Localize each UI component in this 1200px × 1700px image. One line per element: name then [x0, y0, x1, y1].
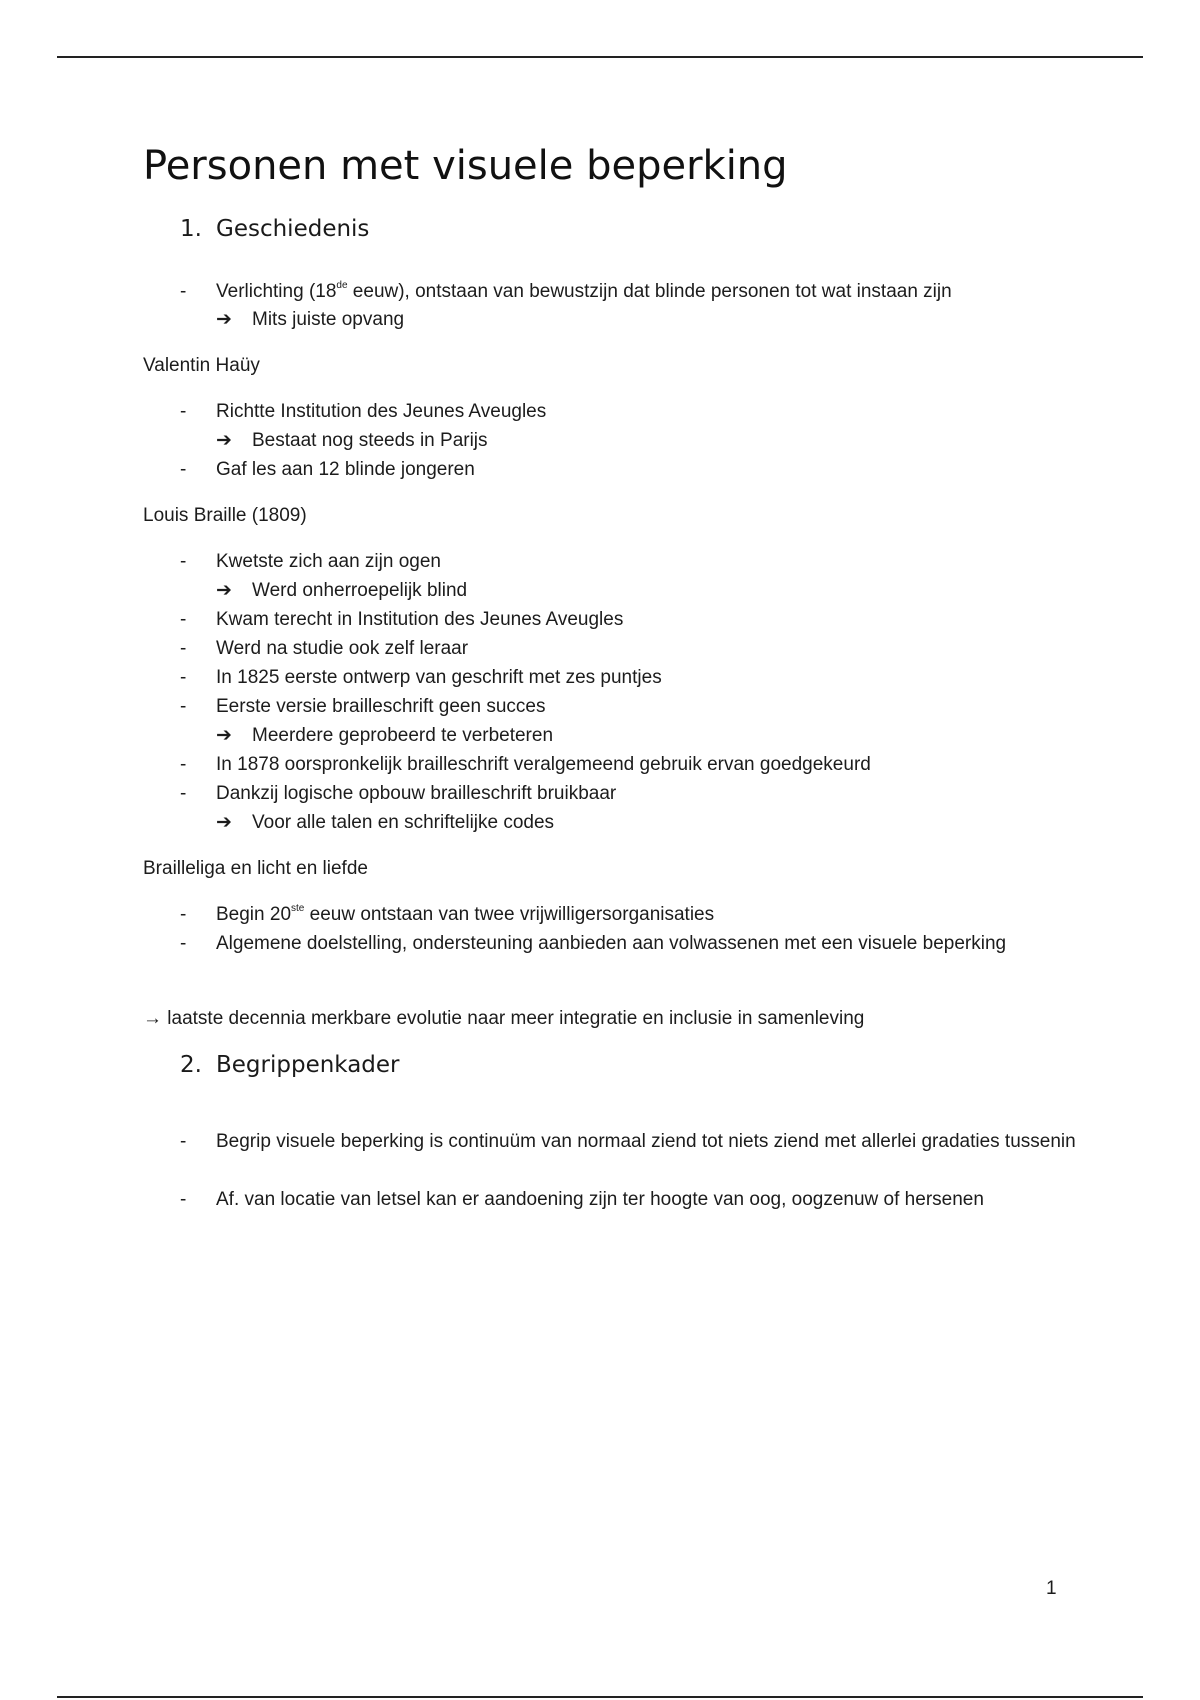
bullet-dash: -	[180, 1131, 187, 1152]
arrow-icon: ➔	[216, 309, 232, 330]
subheading-label: Brailleliga en licht en liefde	[143, 858, 368, 879]
subheading-label: Louis Braille (1809)	[143, 505, 307, 526]
list-item: - Eerste versie brailleschrift geen succes	[216, 692, 1056, 721]
bullet-dash: -	[180, 904, 187, 925]
arrow-icon: ➔	[216, 430, 232, 451]
bullet-dash: -	[180, 667, 187, 688]
list-item: - Richtte Institution des Jeunes Aveugles	[216, 397, 1056, 426]
list-item: - Gaf les aan 12 blinde jongeren	[216, 455, 1056, 484]
sub-list-item: ➔ Bestaat nog steeds in Parijs	[216, 426, 488, 455]
sub-list-item: ➔ Werd onherroepelijk blind	[216, 576, 467, 605]
conclusion-line: → laatste decennia merkbare evolutie naar meer integratie en inclusie in samenleving	[143, 1008, 865, 1029]
section-title: Geschiedenis	[216, 216, 370, 242]
arrow-icon: →	[143, 1008, 162, 1029]
bullet-dash: -	[180, 933, 187, 954]
sub-list-item: ➔ Meerdere geprobeerd te verbeteren	[216, 721, 553, 750]
bullet-dash: -	[180, 638, 187, 659]
page-number: 1	[1046, 1578, 1057, 1599]
list-item: - In 1878 oorspronkelijk brailleschrift veralgemeend gebruik ervan goedgekeurd	[216, 750, 1056, 779]
list-item: - Werd na studie ook zelf leraar	[216, 634, 1056, 663]
section-heading-geschiedenis	[180, 214, 369, 244]
list-item: - Kwetste zich aan zijn ogen	[216, 547, 1056, 576]
sub-list-item: ➔ Mits juiste opvang	[216, 305, 404, 334]
list-item: - In 1825 eerste ontwerp van geschrift met zes puntjes	[216, 663, 1056, 692]
list-item: - Verlichting (18de eeuw), ontstaan van bewustzijn dat blinde personen tot wat instaan zijn	[216, 277, 1056, 306]
bullet-dash: -	[180, 459, 187, 480]
bullet-dash: -	[180, 281, 187, 302]
section-title: Begrippenkader	[216, 1052, 400, 1078]
list-item: - Algemene doelstelling, ondersteuning aanbieden aan volwassenen met een visuele beperking	[216, 929, 1016, 958]
bullet-dash: -	[180, 609, 187, 630]
list-item: - Kwam terecht in Institution des Jeunes Aveugles	[216, 605, 1056, 634]
section-number: 1.	[180, 216, 202, 242]
list-item: - Begrip visuele beperking is continuüm van normaal ziend tot niets ziend met allerlei gradaties tussenin	[216, 1127, 1076, 1156]
bullet-dash: -	[180, 783, 187, 804]
arrow-icon: ➔	[216, 812, 232, 833]
arrow-icon: ➔	[216, 725, 232, 746]
list-item: - Dankzij logische opbouw brailleschrift bruikbaar	[216, 779, 1056, 808]
bullet-dash: -	[180, 1189, 187, 1210]
bullet-dash: -	[180, 696, 187, 717]
bullet-dash: -	[180, 754, 187, 775]
page-title: Personen met visuele beperking	[143, 143, 788, 189]
list-item: - Begin 20ste eeuw ontstaan van twee vrijwilligersorganisaties	[216, 900, 1056, 929]
sub-list-item: ➔ Voor alle talen en schriftelijke codes	[216, 808, 554, 837]
arrow-icon: ➔	[216, 580, 232, 601]
bullet-dash: -	[180, 401, 187, 422]
bullet-dash: -	[180, 551, 187, 572]
section-number: 2.	[180, 1052, 202, 1078]
footer-rule	[57, 1696, 1143, 1698]
list-item: - Af. van locatie van letsel kan er aandoening zijn ter hoogte van oog, oogzenuw of hersenen	[216, 1185, 1096, 1214]
header-rule	[57, 56, 1143, 58]
subheading-label: Valentin Haüy	[143, 355, 260, 376]
section-heading-begrippenkader	[180, 1050, 400, 1080]
